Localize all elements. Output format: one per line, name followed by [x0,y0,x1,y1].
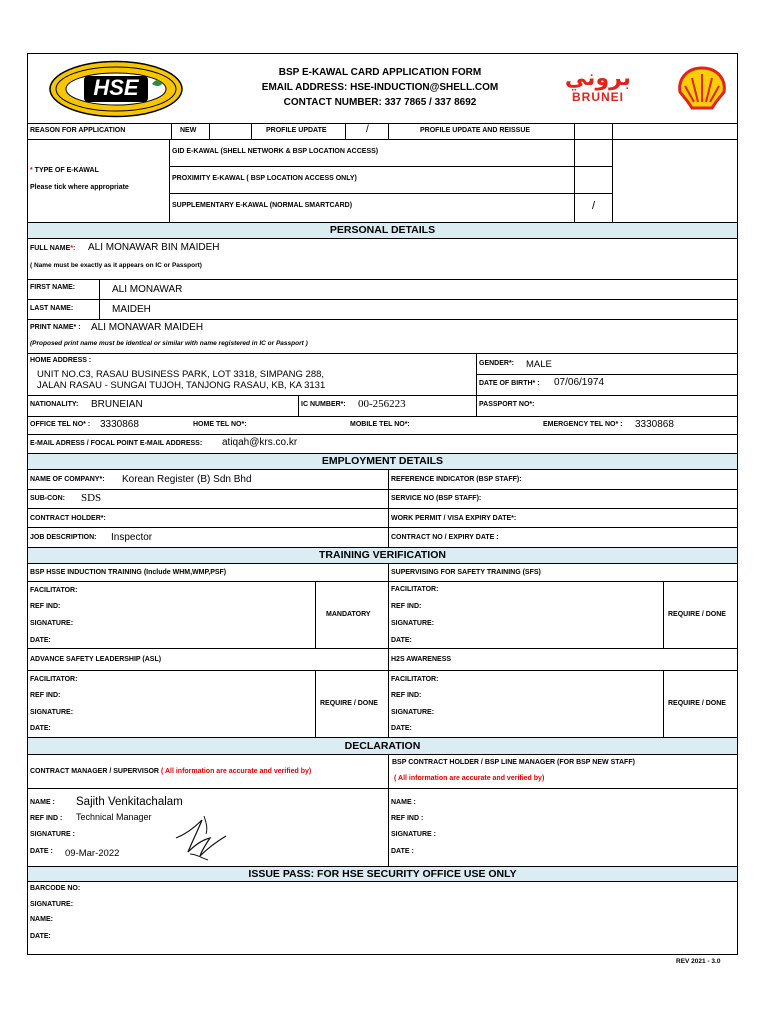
print-name-value[interactable]: ALI MONAWAR MAIDEH [91,322,204,333]
decl-date-label: DATE : [30,848,53,855]
asl-facilitator-label: FACILITATOR: [30,676,78,683]
section-personal-details: PERSONAL DETAILS [28,222,737,239]
sfs-signature-label: SIGNATURE: [391,620,435,627]
section-training-verification: TRAINING VERIFICATION [28,547,737,564]
decl-date-value[interactable]: 09-Mar-2022 [65,848,120,859]
hsse-date-label: DATE: [30,637,51,644]
emergency-tel-value[interactable]: 3330868 [635,419,674,430]
asl-signature-label: SIGNATURE: [30,709,74,716]
print-name-label: PRINT NAME* : [30,324,81,331]
emergency-tel-label: EMERGENCY TEL NO* : [543,421,623,428]
form-title: BSP E-KAWAL CARD APPLICATION FORM [278,67,482,78]
supplementary-ekawal-checkbox[interactable] [575,194,612,221]
hsse-induction-label: BSP HSSE INDUCTION TRAINING (Include WHM,WMP,PSF) [30,569,227,576]
bsp-verify-note: ( All information are accurate and verified by) [394,775,545,782]
full-name-label: FULL NAME*: [30,245,76,252]
sfs-require-done[interactable]: REQUIRE / DONE [668,611,726,618]
contract-holder-label: CONTRACT HOLDER*: [30,515,106,522]
section-employment-details: EMPLOYMENT DETAILS [28,453,737,470]
gid-ekawal-label: GID E-KAWAL (SHELL NETWORK & BSP LOCATION ACCESS) [172,148,379,155]
contract-no-label: CONTRACT NO / EXPIRY DATE : [391,534,499,541]
company-label: NAME OF COMPANY*: [30,476,105,483]
supplementary-ekawal-label: SUPPLEMENTARY E-KAWAL (NORMAL SMARTCARD) [172,202,353,209]
tick-mark: / [592,200,596,212]
section-issue-pass: ISSUE PASS: FOR HSE SECURITY OFFICE USE ONLY [28,866,737,882]
gender-label: GENDER*: [479,360,515,367]
email-label: E-MAIL ADRESS / FOCAL POINT E-MAIL ADDRESS: [30,440,203,447]
ic-number-label: IC NUMBER*: [301,401,346,408]
h2s-ref-ind-label: REF IND: [391,692,422,699]
home-address-label: HOME ADDRESS : [30,357,92,364]
hsse-ref-ind-label: REF IND: [30,603,61,610]
decl-signature-label: SIGNATURE : [30,831,75,838]
print-name-note: (Proposed print name must be identical or similar with name registered in IC or Passport ) [30,340,308,347]
profile-update-checkbox[interactable] [346,124,388,138]
handwritten-signature [172,808,230,864]
h2s-date-label: DATE: [391,725,412,732]
home-tel-label: HOME TEL NO*: [193,421,247,428]
hsse-facilitator-label: FACILITATOR: [30,587,78,594]
email-value[interactable]: atiqah@krs.co.kr [222,437,298,448]
section-declaration: DECLARATION [28,737,737,755]
job-description-value[interactable]: Inspector [111,532,153,543]
company-value[interactable]: Korean Register (B) Sdn Bhd [122,474,252,485]
hse-logo-text: HSE [93,75,139,100]
h2s-awareness-label: H2S AWARENESS [391,656,452,663]
bsp-signature-label: SIGNATURE : [391,831,436,838]
dob-value[interactable]: 07/06/1974 [554,377,605,388]
brunei-text: BRUNEI [571,90,624,104]
proximity-ekawal-label: PROXIMITY E-KAWAL ( BSP LOCATION ACCESS ONLY) [172,175,357,182]
dob-label: DATE OF BIRTH* : [479,380,540,387]
option-profile-update-reissue-label: PROFILE UPDATE AND REISSUE [420,127,531,134]
hsse-signature-label: SIGNATURE: [30,620,74,627]
reissue-checkbox[interactable] [575,124,612,138]
asl-ref-ind-label: REF IND: [30,692,61,699]
nationality-value[interactable]: BRUNEIAN [91,399,143,410]
address-line-2[interactable]: JALAN RASAU - SUNGAI TUJOH, TANJONG RASAU, KB, KA 3131 [37,380,326,391]
option-profile-update-label: PROFILE UPDATE [266,127,327,134]
bsp-ref-ind-label: REF IND : [391,815,424,822]
bsp-name-label: NAME : [391,799,416,806]
sfs-facilitator-label: FACILITATOR: [391,586,439,593]
first-name-value[interactable]: ALI MONAWAR [112,284,183,295]
h2s-facilitator-label: FACILITATOR: [391,676,439,683]
subcon-value[interactable]: SDS [81,492,102,504]
new-checkbox[interactable] [210,124,251,138]
sfs-training-label: SUPERVISING FOR SAFETY TRAINING (SFS) [391,569,541,576]
sfs-ref-ind-label: REF IND: [391,603,422,610]
tick-note: Please tick where appropriate [30,184,129,191]
office-tel-value[interactable]: 3330868 [100,419,139,430]
ic-number-value[interactable]: 00-256223 [358,398,406,410]
reason-label: REASON FOR APPLICATION [30,127,126,134]
contact-line: CONTACT NUMBER: 337 7865 / 337 8692 [283,97,477,108]
full-name-value[interactable]: ALI MONAWAR BIN MAIDEH [88,242,220,253]
gid-ekawal-checkbox[interactable] [575,140,612,165]
h2s-signature-label: SIGNATURE: [391,709,435,716]
work-permit-label: WORK PERMIT / VISA EXPIRY DATE*: [391,515,517,522]
ekawal-type-label: * TYPE OF E-KAWAL [30,167,99,174]
decl-ref-ind-value[interactable]: Technical Manager [76,812,152,822]
revision-label: REV 2021 - 3.0 [676,958,721,965]
passport-label: PASSPORT NO*: [479,401,535,408]
issue-name-label: NAME: [30,916,53,923]
proximity-ekawal-checkbox[interactable] [575,167,612,192]
sfs-date-label: DATE: [391,637,412,644]
asl-date-label: DATE: [30,725,51,732]
last-name-label: LAST NAME: [30,305,74,312]
subcon-label: SUB-CON: [30,495,65,502]
tick-mark: / [366,124,369,135]
asl-require-done[interactable]: REQUIRE / DONE [320,700,378,707]
nationality-label: NATIONALITY: [30,401,79,408]
required-star: * [30,167,33,174]
job-description-label: JOB DESCRIPTION: [30,534,97,541]
full-name-note: ( Name must be exactly as it appears on IC or Passport) [30,262,202,269]
last-name-value[interactable]: MAIDEH [112,304,151,315]
bsp-contract-holder-label: BSP CONTRACT HOLDER / BSP LINE MANAGER (FOR BSP NEW STAFF) [392,759,635,766]
option-new-label: NEW [180,127,197,134]
bsp-date-label: DATE : [391,848,414,855]
h2s-require-done[interactable]: REQUIRE / DONE [668,700,726,707]
issue-date-label: DATE: [30,933,51,940]
office-tel-label: OFFICE TEL NO* : [30,421,91,428]
email-line: EMAIL ADDRESS: HSE-INDUCTION@SHELL.COM [261,82,499,93]
decl-ref-ind-label: REF IND : [30,815,63,822]
first-name-label: FIRST NAME: [30,284,76,291]
address-line-1[interactable]: UNIT NO.C3, RASAU BUSINESS PARK, LOT 3318, SIMPANG 288, [37,369,325,380]
service-no-label: SERVICE NO (BSP STAFF): [391,495,482,502]
contract-manager-label: CONTRACT MANAGER / SUPERVISOR ( All information are accurate and verified by) [30,768,312,775]
issue-signature-label: SIGNATURE: [30,901,74,908]
decl-name-value[interactable]: Sajith Venkitachalam [76,796,183,808]
brunei-arabic-text: بروني [564,66,632,91]
asl-label: ADVANCE SAFETY LEADERSHIP (ASL) [30,656,162,663]
mobile-tel-label: MOBILE TEL NO*: [350,421,410,428]
reference-indicator-label: REFERENCE INDICATOR (BSP STAFF): [391,476,522,483]
barcode-label: BARCODE NO: [30,885,81,892]
decl-name-label: NAME : [30,799,55,806]
hsse-mandatory-label: MANDATORY [326,611,371,618]
gender-value[interactable]: MALE [526,359,552,370]
signature-icon [172,808,230,864]
